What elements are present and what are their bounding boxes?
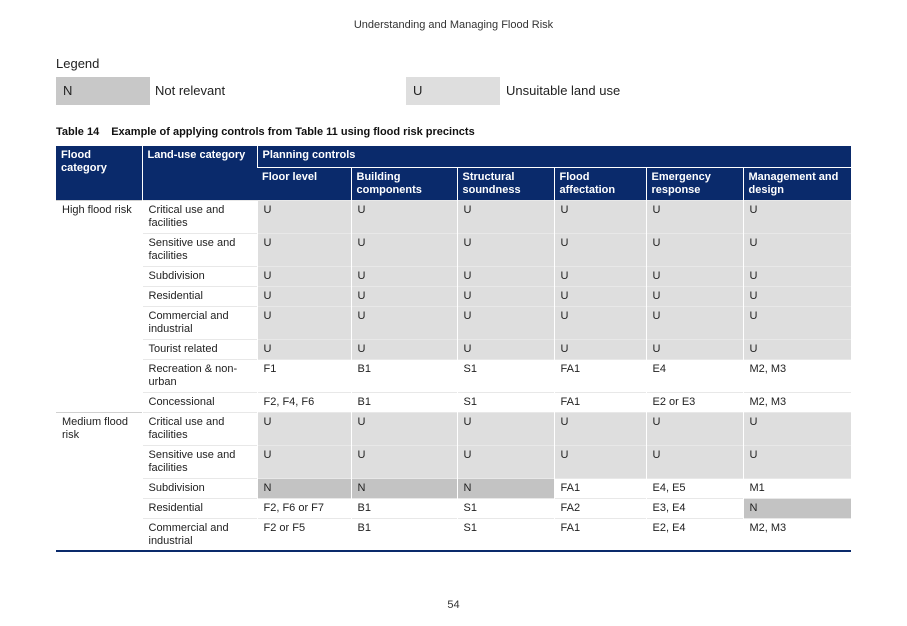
- control-value-cell: U: [554, 286, 646, 306]
- land-use-cell: Concessional: [142, 392, 257, 412]
- control-value-cell: U: [257, 286, 351, 306]
- control-value-cell: B1: [351, 359, 457, 392]
- land-use-cell: Subdivision: [142, 266, 257, 286]
- land-use-cell: Residential: [142, 498, 257, 518]
- control-value-cell: U: [554, 266, 646, 286]
- control-value-cell: U: [743, 200, 851, 233]
- control-value-cell: S1: [457, 518, 554, 551]
- control-value-cell: E2 or E3: [646, 392, 743, 412]
- table-row: [56, 478, 851, 498]
- page-number: 54: [447, 599, 460, 611]
- table-body: [56, 200, 851, 551]
- table-row: [56, 339, 851, 359]
- legend-swatch-not-relevant: N: [56, 77, 150, 105]
- control-value-cell: FA1: [554, 359, 646, 392]
- control-value-cell: U: [457, 445, 554, 478]
- control-value-cell: U: [351, 445, 457, 478]
- control-value-cell: S1: [457, 498, 554, 518]
- control-value-cell: F2 or F5: [257, 518, 351, 551]
- header-planning-controls: Planning controls: [257, 146, 851, 167]
- legend-swatch-unsuitable: U: [406, 77, 500, 105]
- land-use-cell: Recreation & non-urban: [142, 359, 257, 392]
- flood-category-cell: [56, 359, 142, 392]
- table-row: [56, 359, 851, 392]
- control-value-cell: F1: [257, 359, 351, 392]
- control-value-cell: U: [743, 286, 851, 306]
- control-value-cell: FA1: [554, 478, 646, 498]
- planning-controls-table: [56, 146, 851, 552]
- control-value-cell: U: [554, 233, 646, 266]
- legend-title: Legend: [56, 56, 100, 71]
- legend-label-unsuitable: Unsuitable land use: [506, 83, 621, 98]
- flood-category-cell: [56, 233, 142, 266]
- header-structural-soundness: Structural soundness: [457, 167, 554, 200]
- control-value-cell: U: [743, 412, 851, 445]
- land-use-cell: Commercial and industrial: [142, 306, 257, 339]
- land-use-cell: Sensitive use and facilities: [142, 233, 257, 266]
- control-value-cell: U: [257, 306, 351, 339]
- control-value-cell: S1: [457, 359, 554, 392]
- control-value-cell: S1: [457, 392, 554, 412]
- control-value-cell: U: [646, 200, 743, 233]
- land-use-cell: Commercial and industrial: [142, 518, 257, 551]
- control-value-cell: M2, M3: [743, 518, 851, 551]
- control-value-cell: U: [257, 412, 351, 445]
- control-value-cell: U: [257, 266, 351, 286]
- flood-category-cell: [56, 392, 142, 412]
- control-value-cell: U: [554, 445, 646, 478]
- control-value-cell: U: [257, 200, 351, 233]
- flood-category-cell: [56, 286, 142, 306]
- control-value-cell: U: [743, 339, 851, 359]
- flood-category-cell: [56, 306, 142, 339]
- control-value-cell: N: [457, 478, 554, 498]
- control-value-cell: E2, E4: [646, 518, 743, 551]
- control-value-cell: U: [457, 266, 554, 286]
- flood-category-cell: [56, 518, 142, 551]
- control-value-cell: U: [743, 445, 851, 478]
- flood-category-cell: [56, 266, 142, 286]
- control-value-cell: N: [351, 478, 457, 498]
- header-building-components: Building components: [351, 167, 457, 200]
- table-row: [56, 200, 851, 233]
- control-value-cell: E3, E4: [646, 498, 743, 518]
- land-use-cell: Residential: [142, 286, 257, 306]
- control-value-cell: N: [743, 498, 851, 518]
- control-value-cell: U: [743, 233, 851, 266]
- table-row: [56, 498, 851, 518]
- land-use-cell: Tourist related: [142, 339, 257, 359]
- control-value-cell: U: [351, 412, 457, 445]
- flood-category-cell: [56, 498, 142, 518]
- control-value-cell: U: [257, 339, 351, 359]
- control-value-cell: U: [646, 412, 743, 445]
- control-value-cell: U: [646, 233, 743, 266]
- flood-category-cell: [56, 478, 142, 498]
- table-row: [56, 392, 851, 412]
- header-flood-category: Flood category: [56, 146, 142, 200]
- control-value-cell: U: [554, 306, 646, 339]
- table-row: [56, 306, 851, 339]
- control-value-cell: B1: [351, 392, 457, 412]
- control-value-cell: M1: [743, 478, 851, 498]
- header-land-use-category: Land-use category: [142, 146, 257, 200]
- flood-category-cell: High flood risk: [56, 200, 142, 233]
- table-number: Table 14: [56, 126, 100, 138]
- control-value-cell: E4: [646, 359, 743, 392]
- control-value-cell: U: [457, 412, 554, 445]
- header-floor-level: Floor level: [257, 167, 351, 200]
- flood-category-cell: [56, 339, 142, 359]
- land-use-cell: Subdivision: [142, 478, 257, 498]
- control-value-cell: E4, E5: [646, 478, 743, 498]
- control-value-cell: U: [257, 445, 351, 478]
- table-row: [56, 266, 851, 286]
- control-value-cell: U: [554, 412, 646, 445]
- control-value-cell: U: [257, 233, 351, 266]
- control-value-cell: U: [351, 339, 457, 359]
- control-value-cell: FA1: [554, 518, 646, 551]
- table-title: Example of applying controls from Table 11 using flood risk precincts: [111, 126, 475, 138]
- control-value-cell: FA1: [554, 392, 646, 412]
- control-value-cell: F2, F6 or F7: [257, 498, 351, 518]
- flood-category-cell: Medium flood risk: [56, 412, 142, 445]
- table-row: [56, 445, 851, 478]
- control-value-cell: U: [351, 306, 457, 339]
- control-value-cell: FA2: [554, 498, 646, 518]
- control-value-cell: U: [351, 266, 457, 286]
- flood-category-cell: [56, 445, 142, 478]
- control-value-cell: U: [457, 339, 554, 359]
- table-row: [56, 412, 851, 445]
- running-header: Understanding and Managing Flood Risk: [353, 19, 554, 31]
- control-value-cell: U: [457, 286, 554, 306]
- control-value-cell: U: [457, 306, 554, 339]
- header-emergency-response: Emergency response: [646, 167, 743, 200]
- control-value-cell: U: [646, 339, 743, 359]
- control-value-cell: U: [457, 233, 554, 266]
- control-value-cell: U: [351, 233, 457, 266]
- control-value-cell: B1: [351, 518, 457, 551]
- control-value-cell: U: [351, 200, 457, 233]
- control-value-cell: U: [646, 286, 743, 306]
- control-value-cell: U: [646, 266, 743, 286]
- land-use-cell: Sensitive use and facilities: [142, 445, 257, 478]
- legend-label-not-relevant: Not relevant: [155, 83, 226, 98]
- control-value-cell: U: [554, 200, 646, 233]
- land-use-cell: Critical use and facilities: [142, 412, 257, 445]
- control-value-cell: M2, M3: [743, 392, 851, 412]
- control-value-cell: U: [351, 286, 457, 306]
- control-value-cell: U: [743, 266, 851, 286]
- table-row: [56, 233, 851, 266]
- control-value-cell: F2, F4, F6: [257, 392, 351, 412]
- land-use-cell: Critical use and facilities: [142, 200, 257, 233]
- header-flood-affectation: Flood affectation: [554, 167, 646, 200]
- control-value-cell: U: [743, 306, 851, 339]
- control-value-cell: U: [554, 339, 646, 359]
- header-management-and-design: Management and design: [743, 167, 851, 200]
- control-value-cell: U: [646, 306, 743, 339]
- control-value-cell: N: [257, 478, 351, 498]
- control-value-cell: B1: [351, 498, 457, 518]
- table-row: [56, 518, 851, 551]
- control-value-cell: U: [646, 445, 743, 478]
- control-value-cell: U: [457, 200, 554, 233]
- control-value-cell: M2, M3: [743, 359, 851, 392]
- table-caption: [56, 126, 475, 138]
- table-row: [56, 286, 851, 306]
